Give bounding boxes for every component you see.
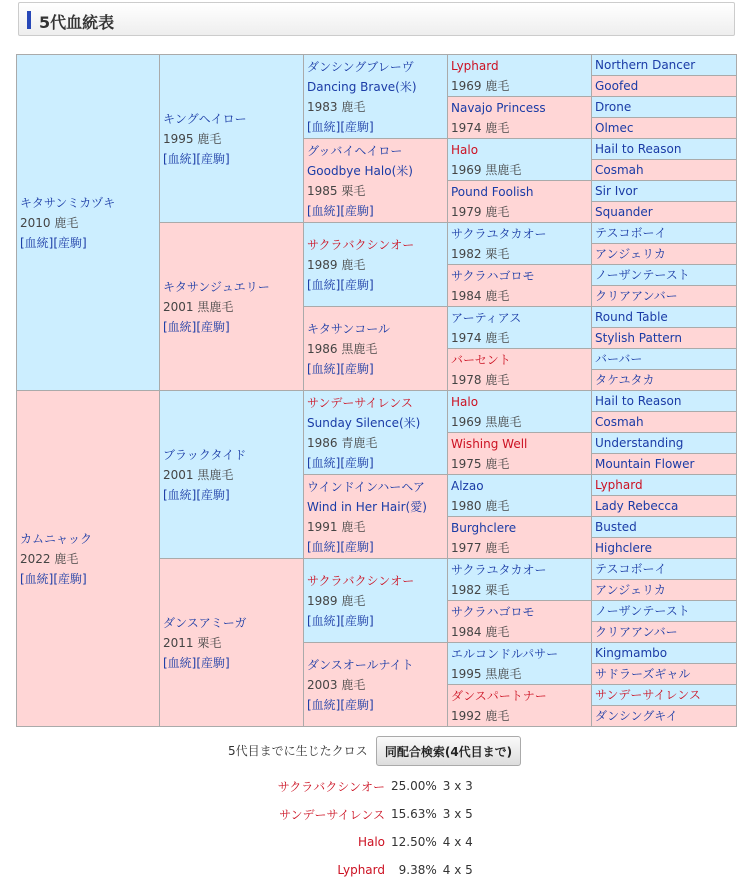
- horse-name-link[interactable]: Halo: [451, 394, 479, 409]
- horse-name-link[interactable]: サクラハゴロモ: [451, 268, 535, 283]
- horse-name-link[interactable]: テスコボーイ: [595, 226, 667, 240]
- pedigree-link[interactable]: [血統]: [307, 697, 341, 712]
- horse-year-color: 1978 鹿毛: [451, 372, 510, 387]
- horse-year-color: 1985 栗毛: [307, 183, 366, 198]
- horse-name-link[interactable]: キタサンジュエリー: [163, 279, 270, 294]
- cross-name-cell: [270, 772, 388, 800]
- horse-name-link[interactable]: ダンシングブレーヴ: [307, 59, 414, 74]
- cross-percentage: 12.50%: [391, 835, 437, 849]
- horse-links: [307, 695, 444, 715]
- pedigree-cell-gen5: [592, 349, 737, 370]
- horse-name-link[interactable]: ブラックタイド: [163, 447, 247, 462]
- horse-year-color: 1974 鹿毛: [451, 120, 510, 135]
- horse-name-row: [163, 445, 300, 465]
- horse-name-link[interactable]: サクラユタカオー: [451, 226, 547, 241]
- cross-name-cell: [270, 828, 388, 856]
- pedigree-cell: [304, 475, 448, 559]
- horse-name-row: [307, 477, 444, 497]
- cross-generation: 3 x 3: [442, 779, 473, 793]
- horse-year-color: 1969 黒鹿毛: [451, 414, 522, 429]
- pedigree-row: [17, 55, 737, 76]
- pedigree-cell: [304, 55, 448, 139]
- horse-name-link[interactable]: Hail to Reason: [595, 142, 682, 156]
- progeny-link[interactable]: [産駒]: [340, 277, 374, 292]
- pedigree-cell: [448, 685, 592, 727]
- horse-name-row: [163, 613, 300, 633]
- pedigree-cell: [448, 139, 592, 181]
- horse-name-link[interactable]: アーティアス: [451, 310, 522, 325]
- horse-year-color: 1984 鹿毛: [451, 288, 510, 303]
- horse-name-row: [451, 518, 588, 538]
- horse-name-link[interactable]: サンデーサイレンス: [307, 395, 413, 410]
- pedigree-cell: [304, 139, 448, 223]
- pedigree-link[interactable]: [血統]: [163, 655, 197, 670]
- pedigree-cell: [17, 391, 160, 727]
- horse-name-row: [451, 56, 588, 76]
- horse-name-link[interactable]: テスコボーイ: [595, 562, 667, 576]
- progeny-link[interactable]: [産駒]: [340, 119, 374, 134]
- horse-name-row: [451, 686, 588, 706]
- horse-links: [307, 201, 444, 221]
- horse-name-link[interactable]: バーバー: [595, 352, 643, 366]
- horse-name-link[interactable]: Wishing Well: [451, 436, 528, 451]
- progeny-link[interactable]: [産駒]: [340, 361, 374, 376]
- pedigree-cell: [448, 265, 592, 307]
- horse-links: [163, 149, 300, 169]
- horse-year-color: 2010 鹿毛: [20, 215, 79, 230]
- pedigree-cell-gen5: [592, 580, 737, 601]
- horse-origin-name: Dancing Brave(米): [307, 79, 417, 94]
- pedigree-cell: [304, 559, 448, 643]
- pedigree-cell: [17, 55, 160, 391]
- horse-year-color: 1989 鹿毛: [307, 593, 366, 608]
- horse-year-color: 2003 鹿毛: [307, 677, 366, 692]
- horse-year-color: 1975 鹿毛: [451, 456, 510, 471]
- pedigree-cell-gen5: [592, 307, 737, 328]
- progeny-link[interactable]: [産駒]: [340, 539, 374, 554]
- horse-name-link[interactable]: クリアアンバー: [595, 625, 678, 639]
- horse-year-color: 1986 黒鹿毛: [307, 341, 378, 356]
- pedigree-cell-gen5: [592, 139, 737, 160]
- horse-name-row: [307, 235, 444, 255]
- horse-name-row: [307, 393, 444, 413]
- pedigree-link[interactable]: [血統]: [163, 151, 197, 166]
- pedigree-cell-gen5: [592, 286, 737, 307]
- horse-year-color: 1992 鹿毛: [451, 708, 510, 723]
- horse-name-row: [163, 277, 300, 297]
- horse-links: [163, 317, 300, 337]
- same-mating-search-button[interactable]: 同配合検索(4代目まで): [376, 736, 521, 766]
- pedigree-cell-gen5: [592, 265, 737, 286]
- header-accent-bar: [27, 11, 31, 29]
- pedigree-cell: [448, 307, 592, 349]
- pedigree-cell: [448, 181, 592, 223]
- horse-year-color: 1983 鹿毛: [307, 99, 366, 114]
- pedigree-cell-gen5: [592, 55, 737, 76]
- cross-row: [270, 800, 486, 828]
- horse-year-color: 1969 黒鹿毛: [451, 162, 522, 177]
- horse-name-link[interactable]: カムニャック: [20, 531, 93, 546]
- horse-name-link[interactable]: ノーザンテースト: [595, 604, 690, 618]
- horse-name-link[interactable]: バーセント: [451, 352, 511, 367]
- horse-name-link[interactable]: アンジェリカ: [595, 583, 666, 597]
- horse-name-row: [307, 141, 444, 161]
- pedigree-cell-gen5: [592, 181, 737, 202]
- pedigree-cell-gen5: [592, 475, 737, 496]
- horse-name-link[interactable]: キタサンミカヅキ: [20, 195, 116, 210]
- pedigree-link[interactable]: [血統]: [307, 539, 341, 554]
- cross-row: [270, 772, 486, 800]
- horse-name-row: [451, 350, 588, 370]
- page-title: 5代血統表: [39, 13, 115, 32]
- pedigree-cell-gen5: [592, 538, 737, 559]
- cross-name-cell: [270, 856, 388, 884]
- horse-name-link[interactable]: Mountain Flower: [595, 457, 695, 471]
- pedigree-link[interactable]: [血統]: [307, 361, 341, 376]
- horse-name-link[interactable]: Navajo Princess: [451, 100, 546, 115]
- pedigree-cell: [304, 643, 448, 727]
- cross-row: [270, 856, 486, 884]
- horse-name-link[interactable]: Cosmah: [595, 163, 644, 177]
- horse-links: [307, 611, 444, 631]
- horse-links: [307, 275, 444, 295]
- horse-origin-name: Wind in Her Hair(愛): [307, 499, 427, 514]
- pedigree-cell: [448, 97, 592, 139]
- pedigree-cell: [448, 349, 592, 391]
- progeny-link[interactable]: [産駒]: [340, 455, 374, 470]
- cross-horse-link[interactable]: Halo: [357, 835, 385, 849]
- horse-name-link[interactable]: Alzao: [451, 478, 484, 493]
- horse-name-link[interactable]: Lady Rebecca: [595, 499, 679, 513]
- horse-name-link[interactable]: キングヘイロー: [163, 111, 247, 126]
- horse-year-color: 1969 鹿毛: [451, 78, 510, 93]
- pedigree-cell-gen5: [592, 202, 737, 223]
- horse-name-row: [451, 224, 588, 244]
- pedigree-cell-gen5: [592, 454, 737, 475]
- pedigree-link[interactable]: [血統]: [20, 571, 54, 586]
- pedigree-cell-gen5: [592, 601, 737, 622]
- horse-name-link[interactable]: Halo: [451, 142, 479, 157]
- horse-year-color: 1986 青鹿毛: [307, 435, 378, 450]
- horse-name-link[interactable]: サクラバクシンオー: [307, 237, 415, 252]
- horse-name-link[interactable]: Hail to Reason: [595, 394, 682, 408]
- cross-generation: 4 x 5: [442, 863, 473, 877]
- progeny-link[interactable]: [産駒]: [340, 613, 374, 628]
- pedigree-cell-gen5: [592, 370, 737, 391]
- horse-name-link[interactable]: Drone: [595, 100, 632, 114]
- horse-name-row: [307, 57, 444, 77]
- cross-percentage: 25.00%: [391, 779, 437, 793]
- pedigree-cell-gen5: [592, 706, 737, 727]
- pedigree-cell-gen5: [592, 433, 737, 454]
- horse-name-row: [451, 392, 588, 412]
- horse-name-row: [451, 308, 588, 328]
- horse-year-color: 2022 鹿毛: [20, 551, 79, 566]
- pedigree-cell-gen5: [592, 160, 737, 181]
- pedigree-cell: [160, 391, 304, 559]
- horse-name-link[interactable]: ウインドインハーヘア: [307, 479, 425, 494]
- horse-name-link[interactable]: Lyphard: [595, 478, 643, 492]
- horse-year-color: 1989 鹿毛: [307, 257, 366, 272]
- horse-year-color: 1995 黒鹿毛: [451, 666, 522, 681]
- horse-name-link[interactable]: Highclere: [595, 541, 652, 555]
- horse-name-link[interactable]: クリアアンバー: [595, 289, 678, 303]
- horse-links: [20, 233, 156, 253]
- pedigree-cell: [448, 223, 592, 265]
- progeny-link[interactable]: [産駒]: [196, 151, 230, 166]
- pedigree-cell-gen5: [592, 97, 737, 118]
- horse-links: [307, 117, 444, 137]
- horse-name-link[interactable]: サクラユタカオー: [451, 562, 547, 577]
- horse-name-link[interactable]: グッバイヘイロー: [307, 143, 403, 158]
- horse-name-link[interactable]: Lyphard: [451, 58, 499, 73]
- cross-percentage: 9.38%: [398, 863, 437, 877]
- horse-name-link[interactable]: Sir Ivor: [595, 184, 638, 198]
- pedigree-link[interactable]: [血統]: [307, 119, 341, 134]
- horse-year-color: 1977 鹿毛: [451, 540, 510, 555]
- pedigree-cell-gen5: [592, 559, 737, 580]
- horse-links: [163, 653, 300, 673]
- pedigree-cell: [304, 223, 448, 307]
- pedigree-cell: [448, 55, 592, 97]
- horse-name-link[interactable]: Cosmah: [595, 415, 644, 429]
- horse-name-link[interactable]: Stylish Pattern: [595, 331, 682, 345]
- horse-name-link[interactable]: タケユタカ: [595, 373, 655, 387]
- horse-name-row: [451, 98, 588, 118]
- pedigree-cell: [448, 391, 592, 433]
- pedigree-cell-gen5: [592, 496, 737, 517]
- pedigree-row: [17, 391, 737, 412]
- horse-name-link[interactable]: ダンスオールナイト: [307, 657, 414, 672]
- horse-links: [307, 453, 444, 473]
- cross-name-cell: [270, 800, 388, 828]
- horse-name-link[interactable]: Round Table: [595, 310, 668, 324]
- horse-name-row: [451, 602, 588, 622]
- cross-percentage: 15.63%: [391, 807, 437, 821]
- pedigree-cell-gen5: [592, 622, 737, 643]
- horse-year-color: 1980 鹿毛: [451, 498, 510, 513]
- pedigree-cell: [448, 433, 592, 475]
- horse-year-color: 2001 黒鹿毛: [163, 299, 234, 314]
- pedigree-cell-gen5: [592, 412, 737, 433]
- horse-year-color: 1982 栗毛: [451, 582, 510, 597]
- page-header: [18, 2, 735, 36]
- horse-name-link[interactable]: エルコンドルパサー: [451, 646, 559, 661]
- pedigree-cell: [160, 55, 304, 223]
- horse-name-row: [451, 434, 588, 454]
- pedigree-cell: [448, 643, 592, 685]
- horse-name-row: [307, 655, 444, 675]
- pedigree-cell-gen5: [592, 223, 737, 244]
- pedigree-cell: [160, 559, 304, 727]
- horse-links: [307, 537, 444, 557]
- horse-name-row: [451, 560, 588, 580]
- pedigree-cell-gen5: [592, 118, 737, 139]
- horse-links: [307, 359, 444, 379]
- horse-name-row: [20, 193, 156, 213]
- horse-year-color: 2011 栗毛: [163, 635, 222, 650]
- horse-origin-name: Sunday Silence(米): [307, 415, 421, 430]
- horse-name-link[interactable]: キタサンコール: [307, 321, 391, 336]
- pedigree-table: [16, 54, 737, 727]
- horse-name-row: [307, 319, 444, 339]
- horse-year-color: 1995 鹿毛: [163, 131, 222, 146]
- pedigree-link[interactable]: [血統]: [163, 487, 197, 502]
- progeny-link[interactable]: [産駒]: [196, 655, 230, 670]
- horse-name-row: [451, 476, 588, 496]
- pedigree-link[interactable]: [血統]: [307, 277, 341, 292]
- horse-name-row: [451, 140, 588, 160]
- pedigree-cell: [448, 559, 592, 601]
- pedigree-link[interactable]: [血統]: [307, 613, 341, 628]
- pedigree-cell-gen5: [592, 517, 737, 538]
- pedigree-cell: [448, 601, 592, 643]
- horse-links: [163, 485, 300, 505]
- horse-name-row: [451, 266, 588, 286]
- horse-name-link[interactable]: Northern Dancer: [595, 58, 696, 72]
- pedigree-cell-gen5: [592, 76, 737, 97]
- horse-year-color: 2001 黒鹿毛: [163, 467, 234, 482]
- horse-name-link[interactable]: ダンシングキイ: [595, 709, 678, 723]
- cross-generation: 3 x 5: [442, 807, 473, 821]
- pedigree-link[interactable]: [血統]: [307, 203, 341, 218]
- horse-name-link[interactable]: Kingmambo: [595, 646, 668, 660]
- horse-year-color: 1991 鹿毛: [307, 519, 366, 534]
- pedigree-cell-gen5: [592, 244, 737, 265]
- horse-name-link[interactable]: Squander: [595, 205, 653, 219]
- cross-horse-link[interactable]: Lyphard: [337, 863, 385, 877]
- horse-name-link[interactable]: ダンスパートナー: [451, 688, 547, 703]
- pedigree-cell: [448, 517, 592, 559]
- horse-year-color: 1974 鹿毛: [451, 330, 510, 345]
- horse-name-link[interactable]: ダンスアミーガ: [163, 615, 247, 630]
- horse-name-row: [451, 182, 588, 202]
- horse-name-link[interactable]: Burghclere: [451, 520, 517, 535]
- horse-name-link[interactable]: サクラハゴロモ: [451, 604, 535, 619]
- pedigree-cell: [304, 307, 448, 391]
- pedigree-link[interactable]: [血統]: [163, 319, 197, 334]
- progeny-link[interactable]: [産駒]: [53, 571, 87, 586]
- horse-name-link[interactable]: Olmec: [595, 121, 634, 135]
- horse-name-link[interactable]: サクラバクシンオー: [307, 573, 415, 588]
- pedigree-link[interactable]: [血統]: [307, 455, 341, 470]
- horse-name-link[interactable]: Pound Foolish: [451, 184, 534, 199]
- horse-name-link[interactable]: サンデーサイレンス: [595, 688, 701, 702]
- horse-origin-name: Goodbye Halo(米): [307, 163, 413, 178]
- horse-name-row: [307, 571, 444, 591]
- pedigree-cell: [448, 475, 592, 517]
- pedigree-cell-gen5: [592, 664, 737, 685]
- horse-name-row: [20, 529, 156, 549]
- progeny-link[interactable]: [産駒]: [53, 235, 87, 250]
- pedigree-cell-gen5: [592, 643, 737, 664]
- pedigree-cell-gen5: [592, 685, 737, 706]
- progeny-link[interactable]: [産駒]: [196, 487, 230, 502]
- horse-name-link[interactable]: Busted: [595, 520, 637, 534]
- progeny-link[interactable]: [産駒]: [340, 203, 374, 218]
- horse-year-color: 1982 栗毛: [451, 246, 510, 261]
- horse-name-row: [163, 109, 300, 129]
- cross-row: [270, 828, 486, 856]
- cross-horse-link[interactable]: サンデーサイレンス: [279, 807, 385, 822]
- cross-horse-link[interactable]: サクラバクシンオー: [277, 779, 385, 794]
- pedigree-link[interactable]: [血統]: [20, 235, 54, 250]
- cross-table: [270, 772, 486, 884]
- pedigree-cell-gen5: [592, 391, 737, 412]
- horse-name-link[interactable]: Understanding: [595, 436, 684, 450]
- horse-year-color: 1984 鹿毛: [451, 624, 510, 639]
- horse-year-color: 1979 鹿毛: [451, 204, 510, 219]
- horse-name-link[interactable]: ノーザンテースト: [595, 268, 690, 282]
- cross-label: 5代目までに生じたクロス: [228, 744, 368, 758]
- pedigree-cell: [160, 223, 304, 391]
- horse-name-link[interactable]: サドラーズギャル: [595, 667, 691, 681]
- horse-name-link[interactable]: Goofed: [595, 79, 639, 93]
- pedigree-cell-gen5: [592, 328, 737, 349]
- cross-generation: 4 x 4: [442, 835, 473, 849]
- horse-links: [20, 569, 156, 589]
- horse-name-row: [451, 644, 588, 664]
- pedigree-cell: [304, 391, 448, 475]
- progeny-link[interactable]: [産駒]: [196, 319, 230, 334]
- progeny-link[interactable]: [産駒]: [340, 697, 374, 712]
- horse-name-link[interactable]: アンジェリカ: [595, 247, 666, 261]
